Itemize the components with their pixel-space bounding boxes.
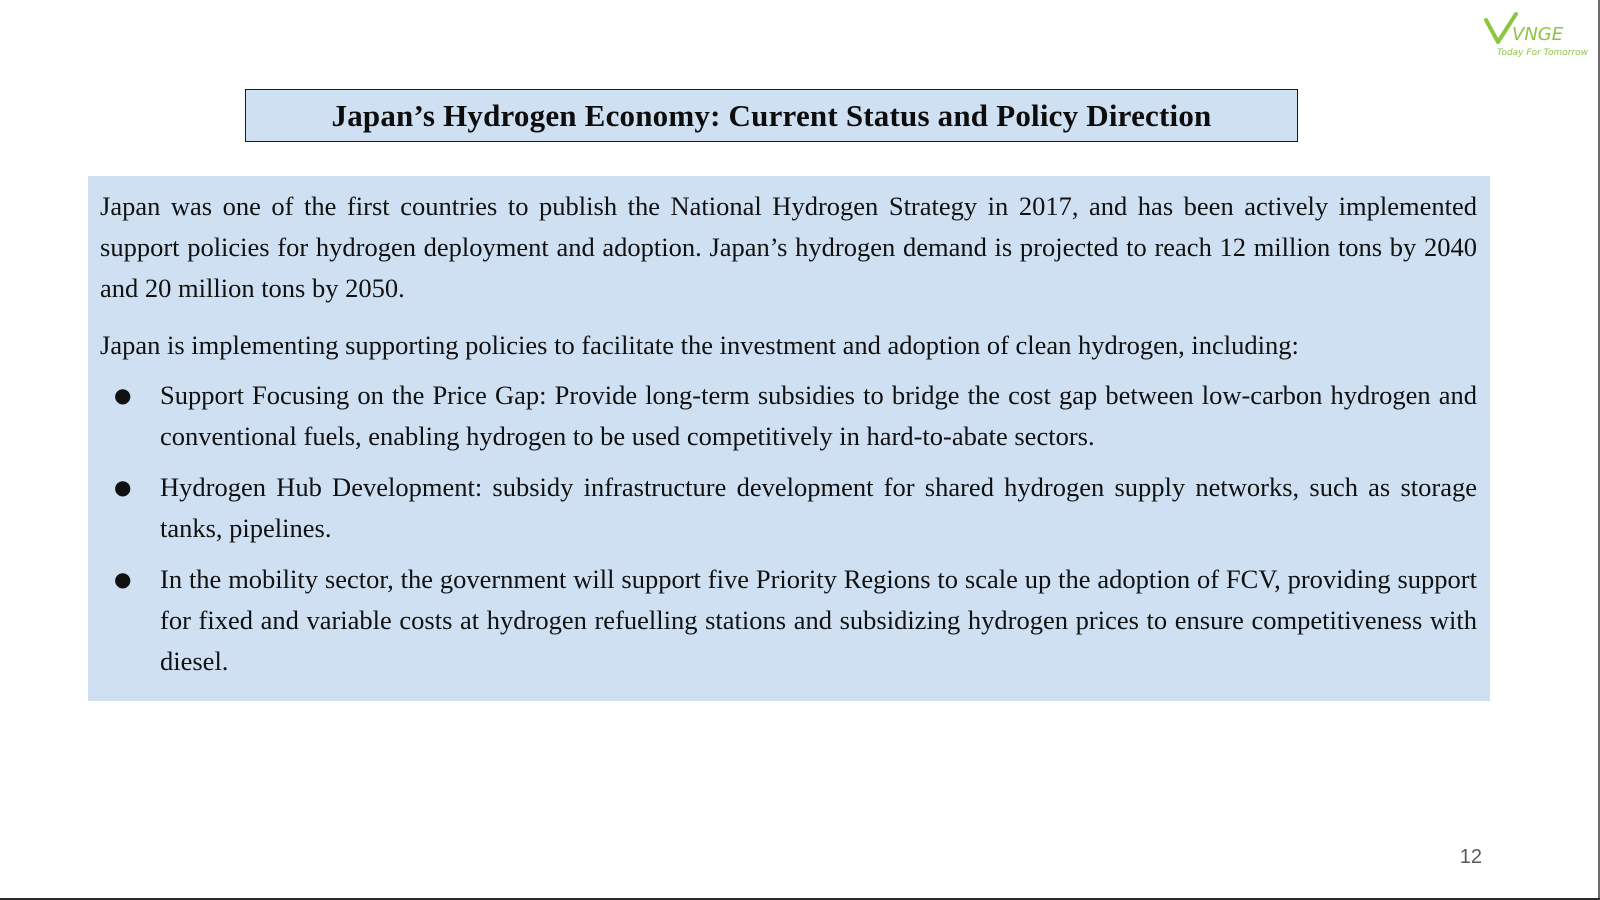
- policy-intro-paragraph: Japan is implementing supporting policies to facilitate the investment and adoption of clean hydrogen, including:: [100, 330, 1299, 360]
- logo-text: VNGE: [1512, 24, 1564, 45]
- bullet-text: Support Focusing on the Price Gap: Provide long-term subsidies to bridge the cost gap between low-carbon hydrogen and conventional fuels, enabling hydrogen to be used competitively in hard-to-abate sectors.: [160, 380, 1477, 451]
- bullet-text: Hydrogen Hub Development: subsidy infrastructure development for shared hydrogen supply networks, such as storage tanks, pipelines.: [160, 472, 1477, 543]
- bullet-text: In the mobility sector, the government will support five Priority Regions to scale up the adoption of FCV, providing support for fixed and variable costs at hydrogen refuelling stations and subsidizing hydrogen prices to ensure competitiveness with diesel.: [160, 564, 1477, 676]
- bullet-item-price-gap: [100, 375, 1477, 457]
- title-box: [245, 89, 1298, 142]
- bullet-item-mobility: [100, 559, 1477, 682]
- bullet-marker: ●: [114, 567, 132, 591]
- policy-bullet-list: [100, 375, 1477, 682]
- bullet-marker: ●: [114, 475, 132, 499]
- logo-tagline: Today For Tomorrow: [1497, 48, 1588, 58]
- vnge-logo-mark: [1482, 12, 1582, 46]
- slide-title: Japan’s Hydrogen Economy: Current Status and Policy Direction: [331, 97, 1212, 133]
- intro-paragraph: Japan was one of the first countries to publish the National Hydrogen Strategy in 2017, and has been actively implemented support policies for hydrogen deployment and adoption. Japan’s hydrogen demand is projected to reach 12 million tons by 2040 and 20 million tons by 2050.: [100, 191, 1477, 303]
- bullet-item-hydrogen-hub: [100, 467, 1477, 549]
- content-box: [88, 176, 1490, 701]
- vnge-logo: [1472, 12, 1592, 60]
- page-number: 12: [1459, 846, 1482, 868]
- bullet-marker: ●: [114, 383, 132, 407]
